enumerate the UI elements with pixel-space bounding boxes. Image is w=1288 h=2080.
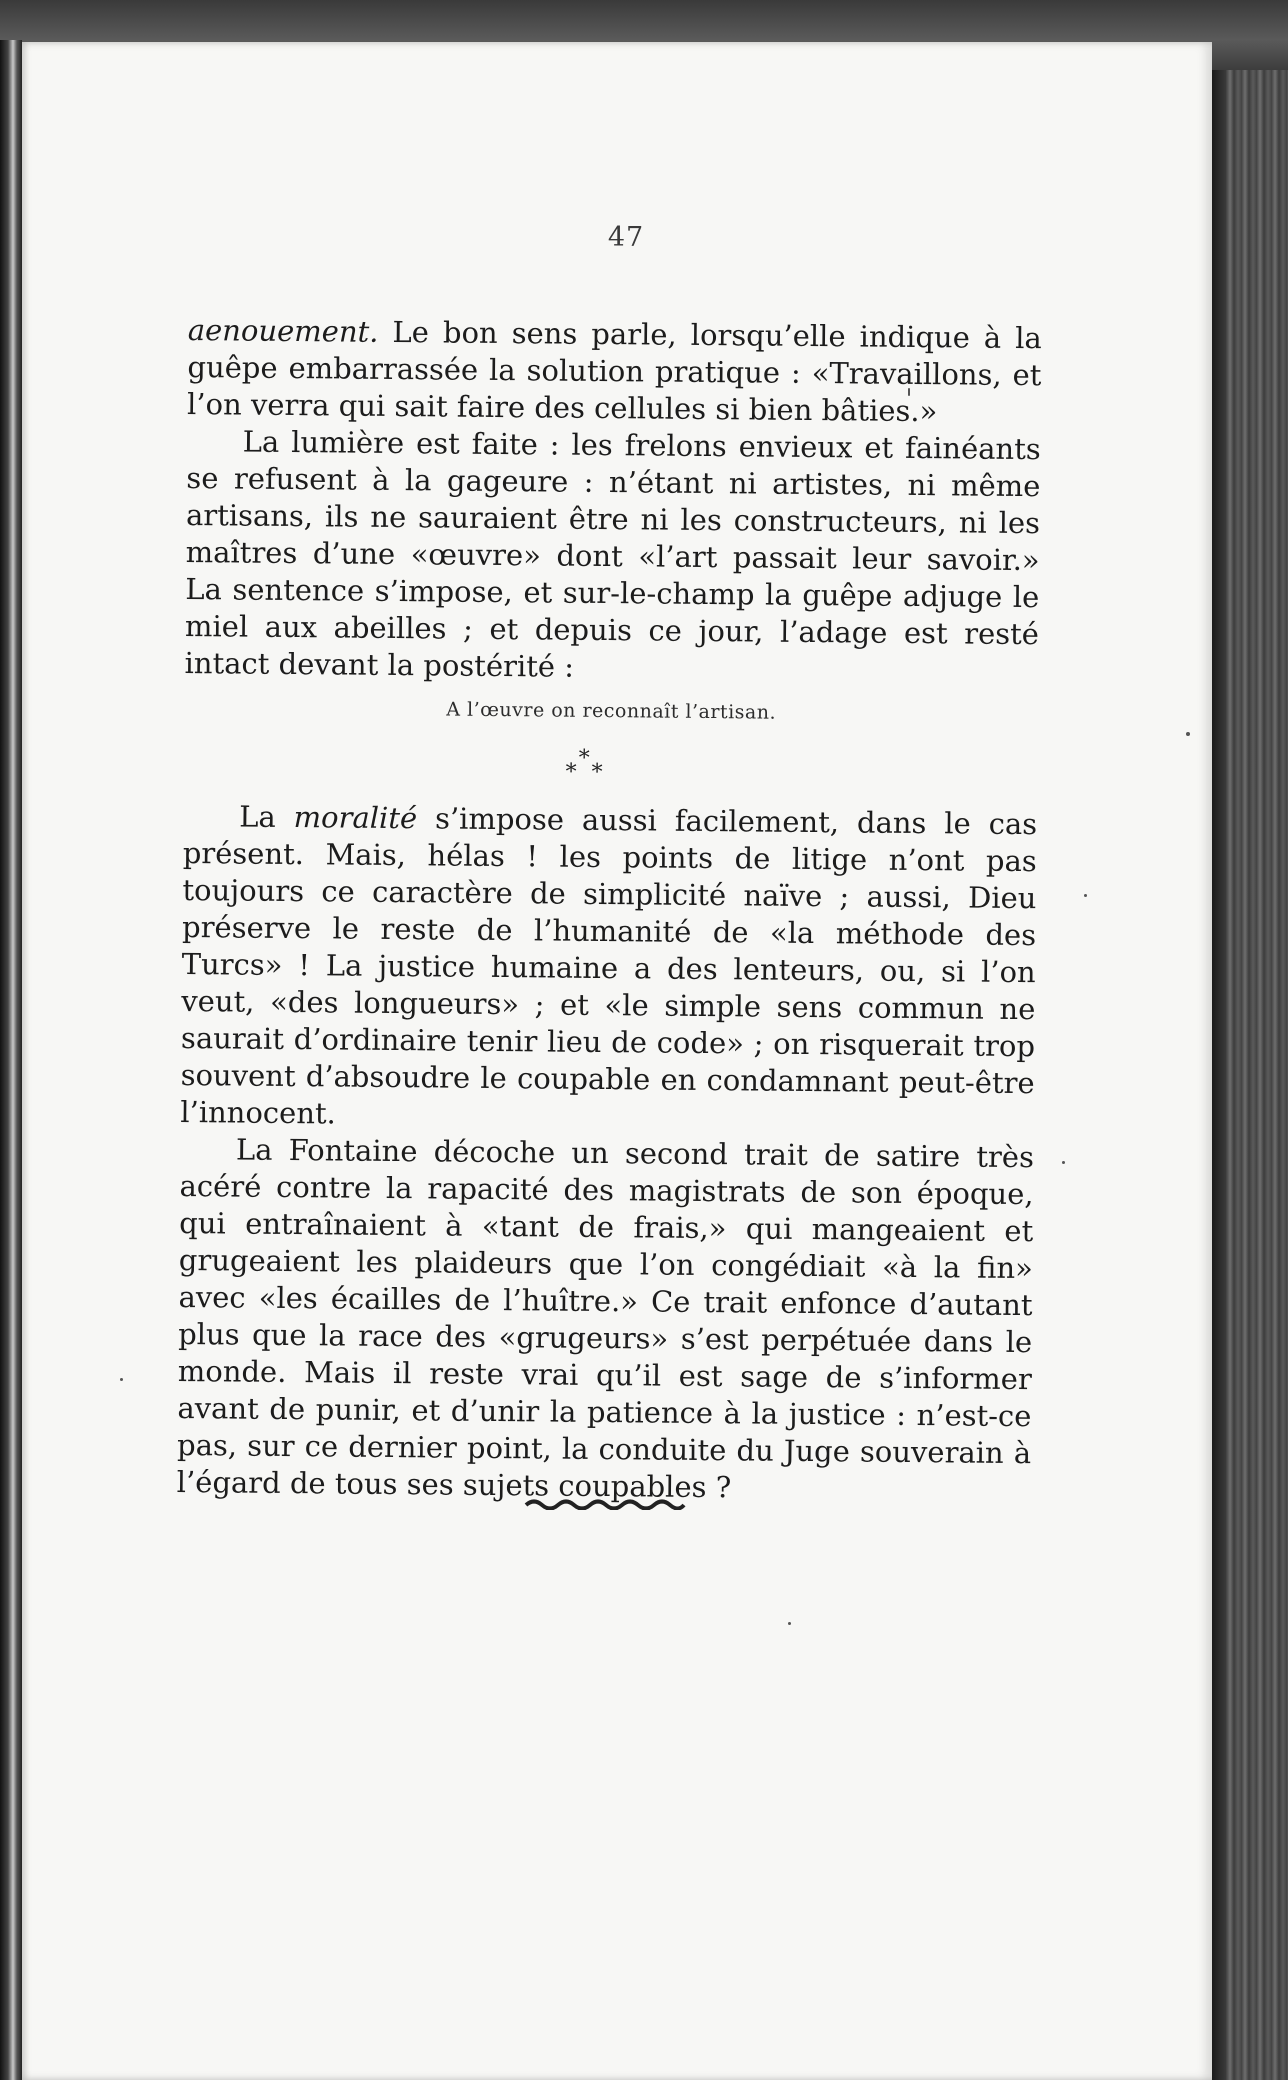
book-binding-edge — [1212, 70, 1288, 2080]
asterism-star: * — [591, 759, 603, 786]
paper-speck — [1084, 894, 1087, 897]
previous-page-edge — [0, 40, 22, 2080]
paragraph-text: s’impose aussi facilement, dans le cas présent. Mais, hélas ! les points de litige n’ont pas toujours ce caractère de simplicité naïve ; aussi, Dieu préserve le reste de l’humanité de «la méthode des Turcs» ! La justice humaine a des lenteurs, ou, si l’on veut, «des longueurs» ; et «le simple sens commun ne saurait d’ordinaire tenir lieu de code» ; on risquerait trop souvent d’absoudre le coupable en condamnant peut-être l’innocent. — [180, 801, 1038, 1131]
proverb-quote: A l’œuvre on reconnaît l’artisan. — [446, 698, 777, 724]
paragraph-4: La Fontaine décoche un second trait de satire très acéré contre la rapacité des magistrats de son époque, qui entraînaient à «tant de frais,» qui mangeaient et grugeaient les plaideurs que l’on congédiait «à la fin» avec «les écailles de l’huître.» Ce trait enfonce d’autant plus que la race des «grugeurs» s’est perpétuée dans le monde. Mais il reste vrai qu’il est sage de s’informer avant de punir, et d’unir la patience à la justice : n’est-ce pas, sur ce dernier point, la conduite du Juge souverain à l’égard de tous ses sujets coupables ? — [176, 1132, 1035, 1505]
paper-speck — [120, 1378, 123, 1381]
paper-speck — [788, 1622, 791, 1625]
body-text — [177, 312, 1042, 1509]
paper-speck — [1186, 732, 1190, 736]
asterism-separator — [183, 744, 1037, 796]
paragraph-3 — [180, 798, 1037, 1139]
paragraph-2: La lumière est faite : les frelons envieux et fainéants se refusent à la gageure : n’étant ni artistes, ni même artisans, ils ne sauraient être ni les constructeurs, ni les maîtres d’une «œuvre» dont «l’art passait leur savoir.» La sentence s’impose, et sur-le-champ la guêpe adjuge le miel aux abeilles ; et depuis ce jour, l’adage est resté intact devant la postérité : — [184, 424, 1041, 684]
asterism-star: * — [578, 745, 590, 771]
asterism-star: * — [565, 759, 577, 785]
end-ornament — [524, 1496, 686, 1510]
paragraph-1 — [187, 312, 1042, 431]
paragraph-text: Le bon sens parle, lorsqu’elle indique à la guêpe embarrassée la solution pratique : «Travaillons, et l’on verra qui sait faire des cellules si bien bâties.» — [186, 314, 1042, 429]
italic-term: moralité — [293, 800, 418, 836]
paper-speck — [1062, 1161, 1065, 1164]
page-number: 47 — [607, 222, 645, 253]
paragraph-lead: La — [238, 799, 294, 835]
italic-term: aenouement. — [187, 312, 379, 349]
